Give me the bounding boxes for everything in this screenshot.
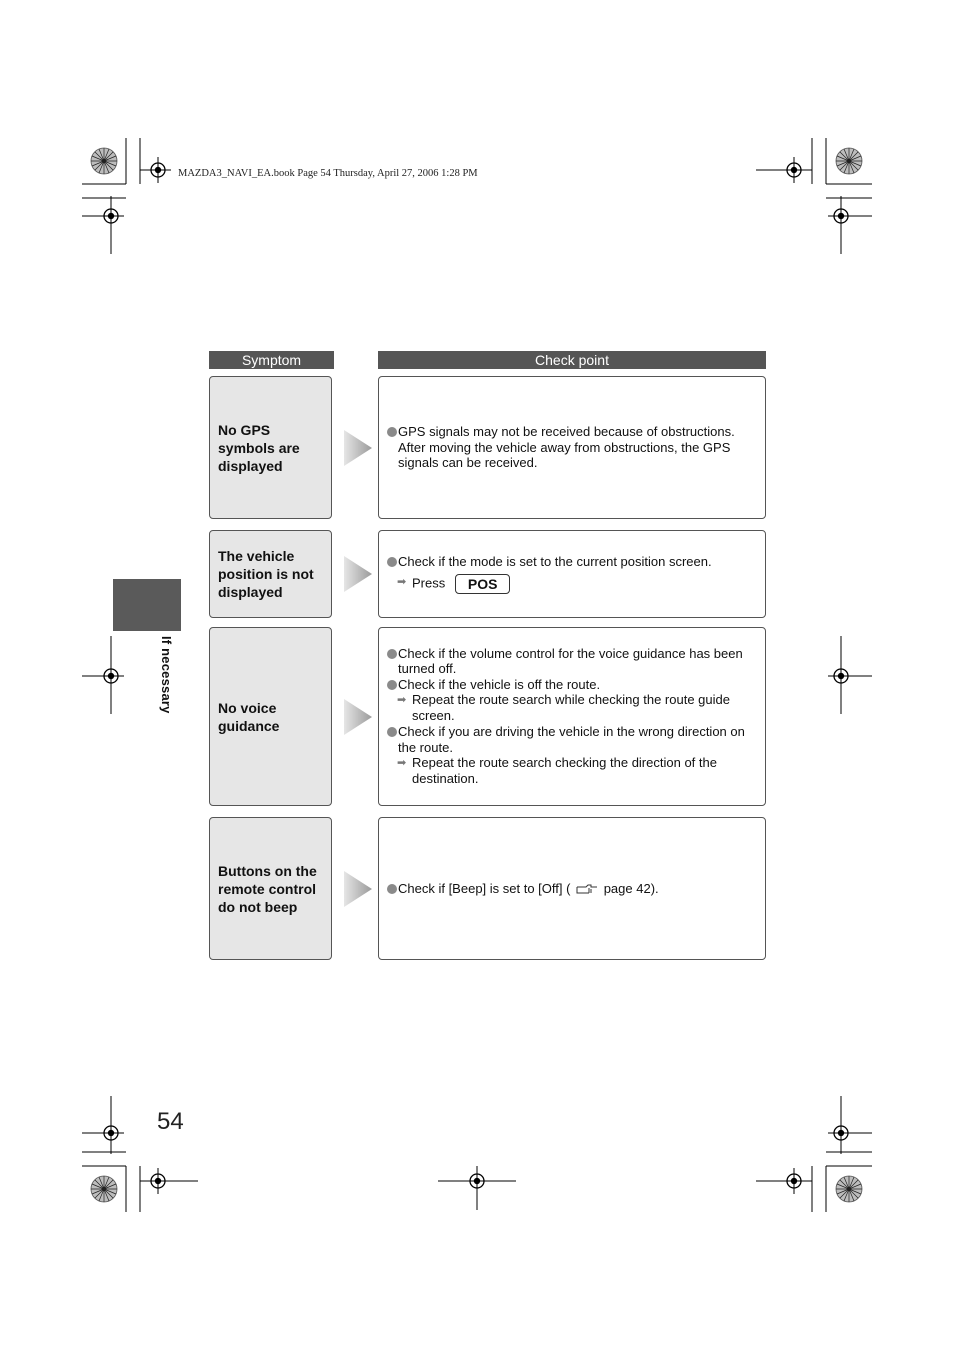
section-tab	[113, 579, 181, 631]
check-item	[387, 677, 757, 693]
check-item	[387, 724, 757, 755]
check-item-text: Check if the mode is set to the current position screen.	[398, 553, 712, 569]
arrow-right-icon	[344, 871, 372, 907]
check-point-cell	[378, 817, 766, 960]
check-item-text-before: Check if [Beep] is set to [Off] (	[398, 880, 571, 896]
sub-instruction-text: Repeat the route search while checking the route guide screen.	[412, 692, 730, 724]
color-star-mark	[836, 1176, 862, 1202]
check-item	[387, 424, 757, 471]
check-item-text: Check if the volume control for the voice guidance has been turned off.	[398, 645, 743, 677]
color-star-mark	[91, 1176, 117, 1202]
symptom-cell	[209, 627, 332, 806]
symptom-text: No voice guidance	[218, 699, 280, 734]
symptom-cell	[209, 530, 332, 618]
bullet-icon	[387, 557, 397, 567]
check-item-text: GPS signals may not be received because of obstructions. After moving the vehicle away from obstructions, the GPS signals can be received.	[398, 424, 735, 471]
symptom-text: The vehicle position is not displayed	[218, 548, 314, 600]
check-point-cell	[378, 376, 766, 519]
check-item	[387, 646, 757, 677]
check-item-text: Check if the vehicle is off the route.	[398, 676, 601, 692]
pointing-hand-icon	[576, 883, 598, 895]
check-item-text-after: page 42).	[603, 880, 659, 896]
symptom-text: Buttons on the remote control do not beep	[218, 862, 317, 915]
arrow-right-icon: ➡	[397, 757, 407, 770]
symptom-cell	[209, 376, 332, 519]
sub-instruction-text: Repeat the route search checking the direction of the destination.	[412, 755, 717, 787]
bullet-icon	[387, 680, 397, 690]
sub-instruction	[387, 755, 757, 787]
check-point-column-header: Check point	[378, 351, 766, 369]
arrow-right-icon: ➡	[397, 694, 407, 707]
bullet-icon	[387, 427, 397, 437]
print-header: MAZDA3_NAVI_EA.book Page 54 Thursday, April 27, 2006 1:28 PM	[178, 168, 478, 179]
bullet-icon	[387, 649, 397, 659]
check-point-cell	[378, 627, 766, 806]
check-item	[387, 881, 757, 897]
arrow-right-icon	[344, 556, 372, 592]
symptom-cell	[209, 817, 332, 960]
color-star-mark	[91, 148, 117, 174]
page-number: 54	[157, 1108, 184, 1135]
symptom-column-header: Symptom	[209, 351, 334, 369]
color-star-mark	[836, 148, 862, 174]
sub-instruction	[387, 692, 757, 724]
check-point-cell	[378, 530, 766, 618]
section-tab-label: If necessary	[159, 636, 174, 714]
pos-key-label: POS	[455, 574, 511, 594]
check-item	[387, 554, 757, 570]
symptom-text: No GPS symbols are displayed	[218, 421, 300, 474]
arrow-right-icon	[344, 430, 372, 466]
check-item-text: Check if you are driving the vehicle in the wrong direction on the route.	[398, 724, 745, 755]
arrow-right-icon	[344, 699, 372, 735]
press-label: Press	[412, 575, 446, 591]
arrow-right-icon: ➡	[397, 576, 407, 589]
bullet-icon	[387, 727, 397, 737]
bullet-icon	[387, 884, 397, 894]
press-instruction	[387, 574, 757, 594]
